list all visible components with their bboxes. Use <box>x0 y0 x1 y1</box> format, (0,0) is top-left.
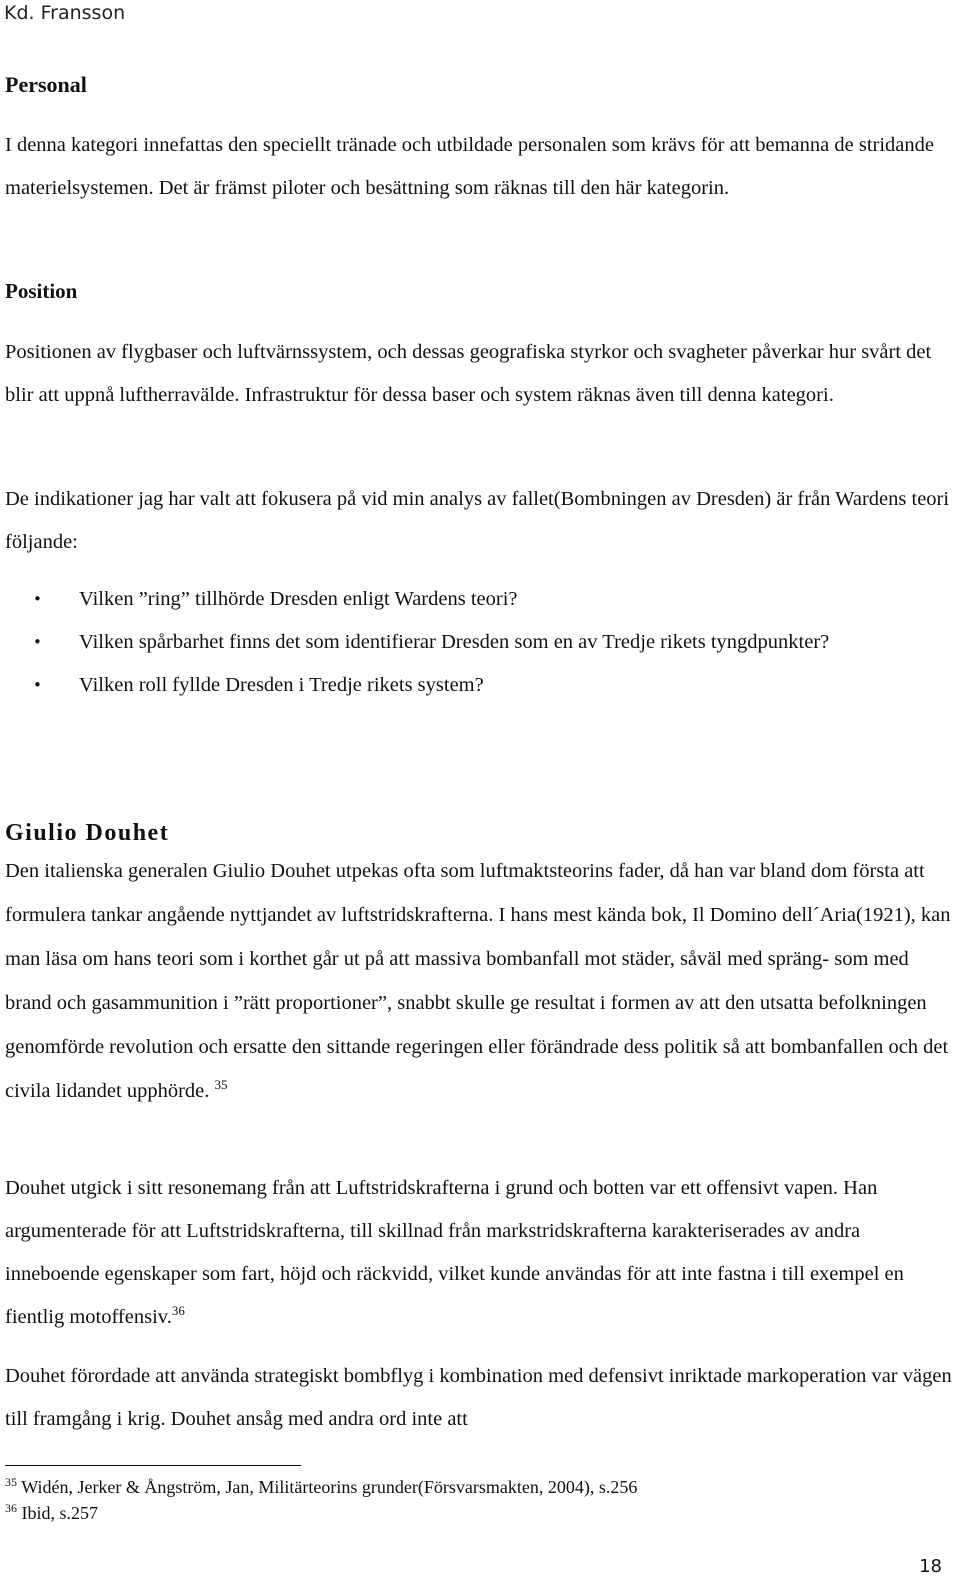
footnote-text: Widén, Jerker & Ångström, Jan, Militärteorins grunder(Försvarsmakten, 2004), s.256 <box>21 1477 638 1497</box>
heading-position: Position <box>5 279 78 303</box>
footnote-ref: 36 <box>171 1303 185 1319</box>
footnote <box>5 1500 637 1526</box>
footnote-ref: 35 <box>214 1077 228 1093</box>
heading-douhet: Giulio Douhet <box>5 820 170 846</box>
paragraph-position: Positionen av flygbaser och luftvärnssystem, och dessas geografiska styrkor och svagheter påverkar hur svårt det blir att uppnå luftherravälde. Infrastruktur för dessa baser och system räknas även till denna kategori. <box>5 341 932 406</box>
footnote-separator <box>5 1465 301 1466</box>
footnote-text: Ibid, s.257 <box>21 1503 98 1523</box>
footnote-number: 35 <box>5 1475 17 1489</box>
paragraph-douhet-2 <box>5 1167 955 1339</box>
paragraph-douhet-3: Douhet förordade att använda strategiskt bombflyg i kombination med defensivt inriktade markoperation var vägen till framgång i krig. Douhet ansåg med andra ord inte att <box>5 1365 952 1430</box>
heading-personal: Personal <box>5 72 87 97</box>
footnote <box>5 1474 637 1500</box>
paragraph-douhet-1 <box>5 849 955 1113</box>
footnote-number: 36 <box>5 1501 17 1515</box>
indicator-list <box>0 578 950 707</box>
list-item: • Vilken ”ring” tillhörde Dresden enligt Wardens teori? <box>0 578 879 621</box>
paragraph-personal: I denna kategori innefattas den speciellt tränade och utbildade personalen som krävs för att bemanna de stridande materielsystemen. Det är främst piloter och besättning som räknas till den här kategorin. <box>5 134 934 199</box>
page-number: 18 <box>919 1556 942 1577</box>
paragraph-text: Den italienska generalen Giulio Douhet utpekas ofta som luftmaktsteorins fader, då han var bland dom första att formulera tankar angående nyttjandet av luftstridskrafterna. I hans mest kända bok, Il Domino dell´Aria(1921), kan man läsa om hans teori som i korthet går ut på att massiva bombanfall mot städer, såväl med spräng- som med brand och gasammunition i ”rätt proportioner”, snabbt skulle ge resultat i formen av att den utsatta befolkningen genomförde revolution och ersatte den sittande regeringen eller förändrade dess politik så att bombanfallen och det civila lidandet upphörde. <box>5 860 951 1102</box>
running-header-author: Kd. Fransson <box>4 2 126 24</box>
list-item: • Vilken spårbarhet finns det som identifierar Dresden som en av Tredje rikets tyngdpunkter? <box>0 621 879 664</box>
paragraph-text: Douhet utgick i sitt resonemang från att Luftstridskrafterna i grund och botten var ett offensivt vapen. Han argumenterade för att Luftstridskrafterna, till skillnad från markstridskrafterna karakteriserades av andra inneboende egenskaper som fart, höjd och räckvidd, vilket kunde användas för att inte fastna i till exempel en fientlig motoffensiv. <box>5 1177 904 1328</box>
footnotes <box>5 1474 637 1526</box>
list-item: • Vilken roll fyllde Dresden i Tredje rikets system? <box>0 664 879 707</box>
paragraph-indicators: De indikationer jag har valt att fokusera på vid min analys av fallet(Bombningen av Dresden) är från Wardens teori följande: <box>5 488 950 553</box>
